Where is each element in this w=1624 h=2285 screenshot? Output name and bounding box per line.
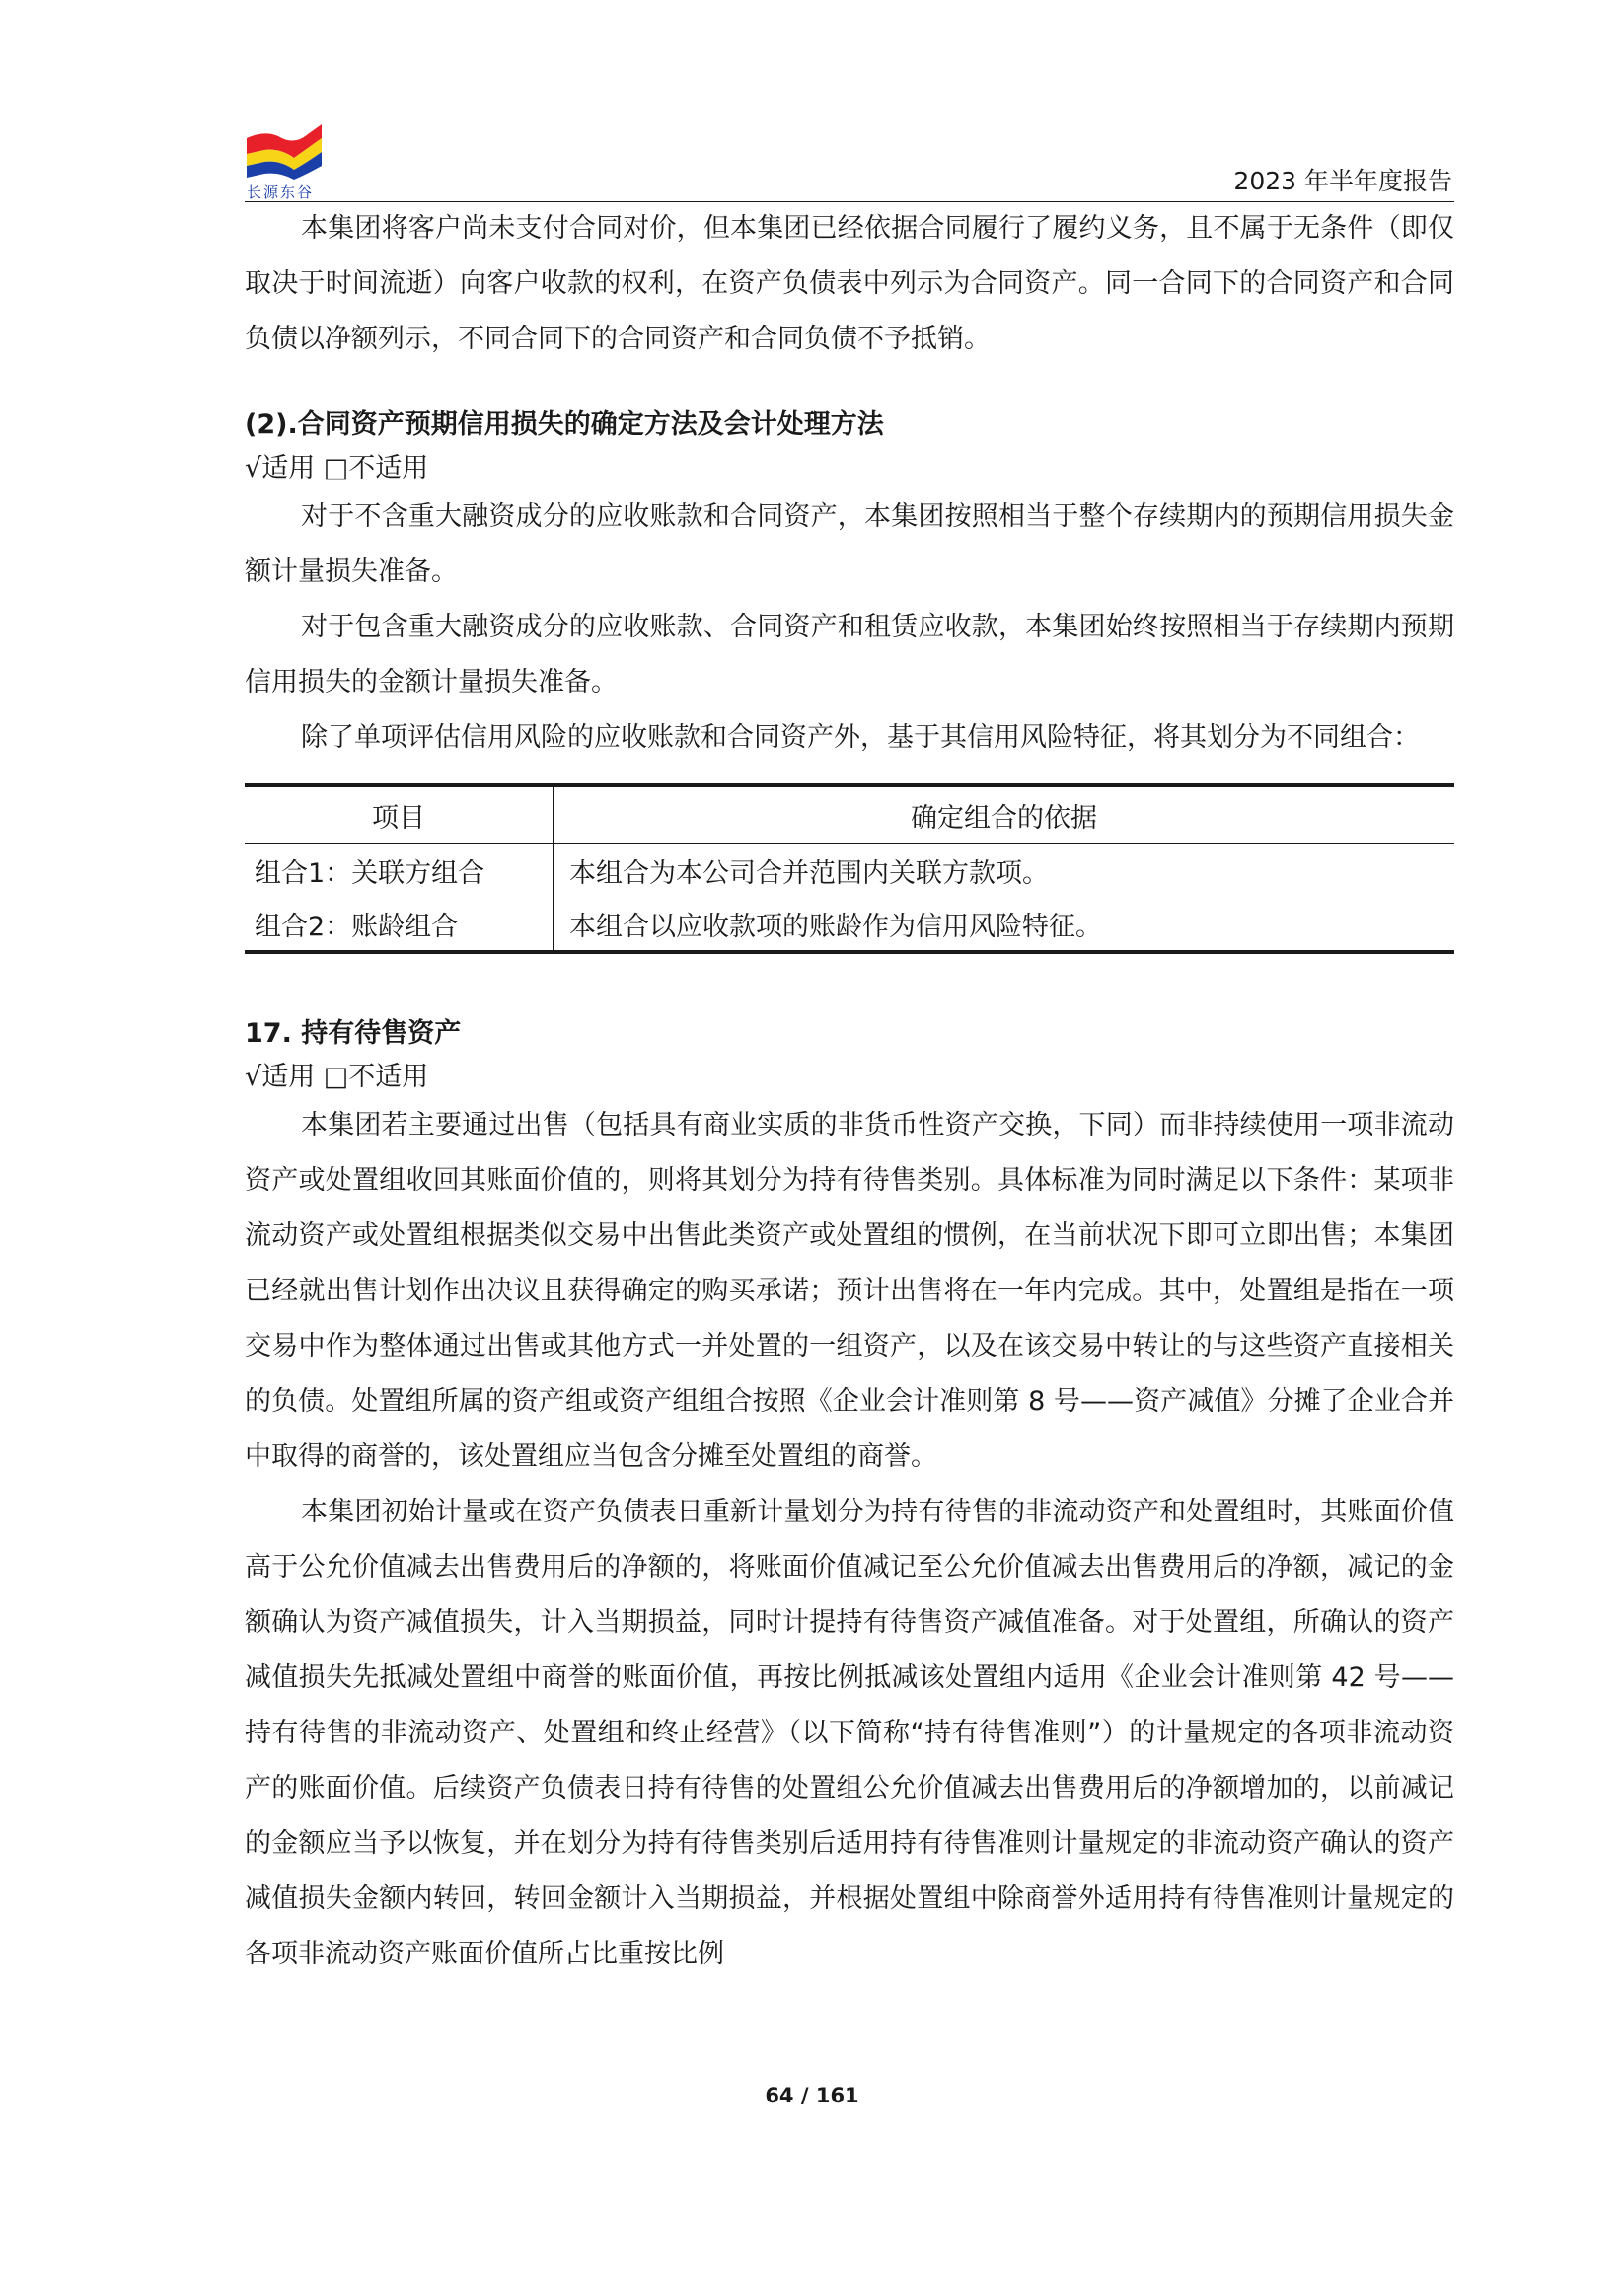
- page-header: [245, 116, 1454, 202]
- column-header: 确定组合的依据: [554, 785, 1455, 844]
- paragraph: 本集团初始计量或在资产负债表日重新计量划分为持有待售的非流动资产和处置组时，其账面价值高于公允价值减去出售费用后的净额的，将账面价值减记至公允价值减去出售费用后的净额，减记的金额确认为资产减值损失，计入当期损益，同时计提持有待售资产减值准备。对于处置组，所确认的资产减值损失先抵减处置组中商誉的账面价值，再按比例抵减该处置组内适用《企业会计准则第 42 号——持有待售的非流动资产、处置组和终止经营》（以下简称“持有待售准则”）的计量规定的各项非流动资产的账面价值。后续资产负债表日持有待售的处置组公允价值减去出售费用后的净额增加的，以前减记的金额应当予以恢复，并在划分为持有待售类别后适用持有待售准则计量规定的非流动资产确认的资产减值损失金额内转回，转回金额计入当期损益，并根据处置组中除商誉外适用持有待售准则计量规定的各项非流动资产账面价值所占比重按比例: [245, 1497, 1454, 1969]
- applicable-indicator: √适用 □不适用: [245, 1062, 429, 1092]
- logo-flag-icon: [245, 116, 330, 182]
- table-cell: 组合1：关联方组合: [245, 844, 554, 898]
- paragraph: 对于不含重大融资成分的应收账款和合同资产，本集团按照相当于整个存续期内的预期信用损失金额计量损失准备。: [245, 501, 1454, 587]
- page-content: [245, 201, 1454, 1982]
- table-row: [245, 897, 1454, 952]
- table-header-row: [245, 785, 1454, 844]
- section-heading-2: (2).合同资产预期信用损失的确定方法及会计处理方法: [245, 409, 884, 440]
- page-number: 64 / 161: [765, 2084, 859, 2107]
- table-cell: 组合2：账龄组合: [245, 897, 554, 952]
- paragraph: 对于包含重大融资成分的应收账款、合同资产和租赁应收款，本集团始终按照相当于存续期内预期信用损失的金额计量损失准备。: [245, 612, 1454, 698]
- table-cell: 本组合以应收款项的账龄作为信用风险特征。: [554, 897, 1455, 952]
- report-title: 2023 年半年度报告: [1233, 167, 1452, 195]
- logo-text: 长源东谷: [247, 184, 315, 201]
- paragraph: 本集团若主要通过出售（包括具有商业实质的非货币性资产交换，下同）而非持续使用一项非流动资产或处置组收回其账面价值的，则将其划分为持有待售类别。具体标准为同时满足以下条件：某项非流动资产或处置组根据类似交易中出售此类资产或处置组的惯例，在当前状况下即可立即出售；本集团已经就出售计划作出决议且获得确定的购买承诺；预计出售将在一年内完成。其中，处置组是指在一项交易中作为整体通过出售或其他方式一并处置的一组资产，以及在该交易中转让的与这些资产直接相关的负债。处置组所属的资产组或资产组组合按照《企业会计准则第 8 号——资产减值》分摊了企业合并中取得的商誉的，该处置组应当包含分摊至处置组的商誉。: [245, 1110, 1454, 1472]
- portfolio-table: [245, 783, 1454, 954]
- table-row: [245, 844, 1454, 898]
- company-logo: [245, 116, 330, 199]
- applicable-indicator: √适用 □不适用: [245, 453, 429, 483]
- table-cell: 本组合为本公司合并范围内关联方款项。: [569, 857, 1049, 889]
- column-header: 项目: [245, 785, 554, 844]
- section-heading-17: 17. 持有待售资产: [245, 1018, 462, 1049]
- paragraph: 除了单项评估信用风险的应收账款和合同资产外，基于其信用风险特征，将其划分为不同组合：: [301, 722, 1420, 753]
- paragraph-contract-assets: 本集团将客户尚未支付合同对价，但本集团已经依据合同履行了履约义务，且不属于无条件（即仅取决于时间流逝）向客户收款的权利，在资产负债表中列示为合同资产。同一合同下的合同资产和合同负债以净额列示，不同合同下的合同资产和合同负债不予抵销。: [245, 213, 1454, 354]
